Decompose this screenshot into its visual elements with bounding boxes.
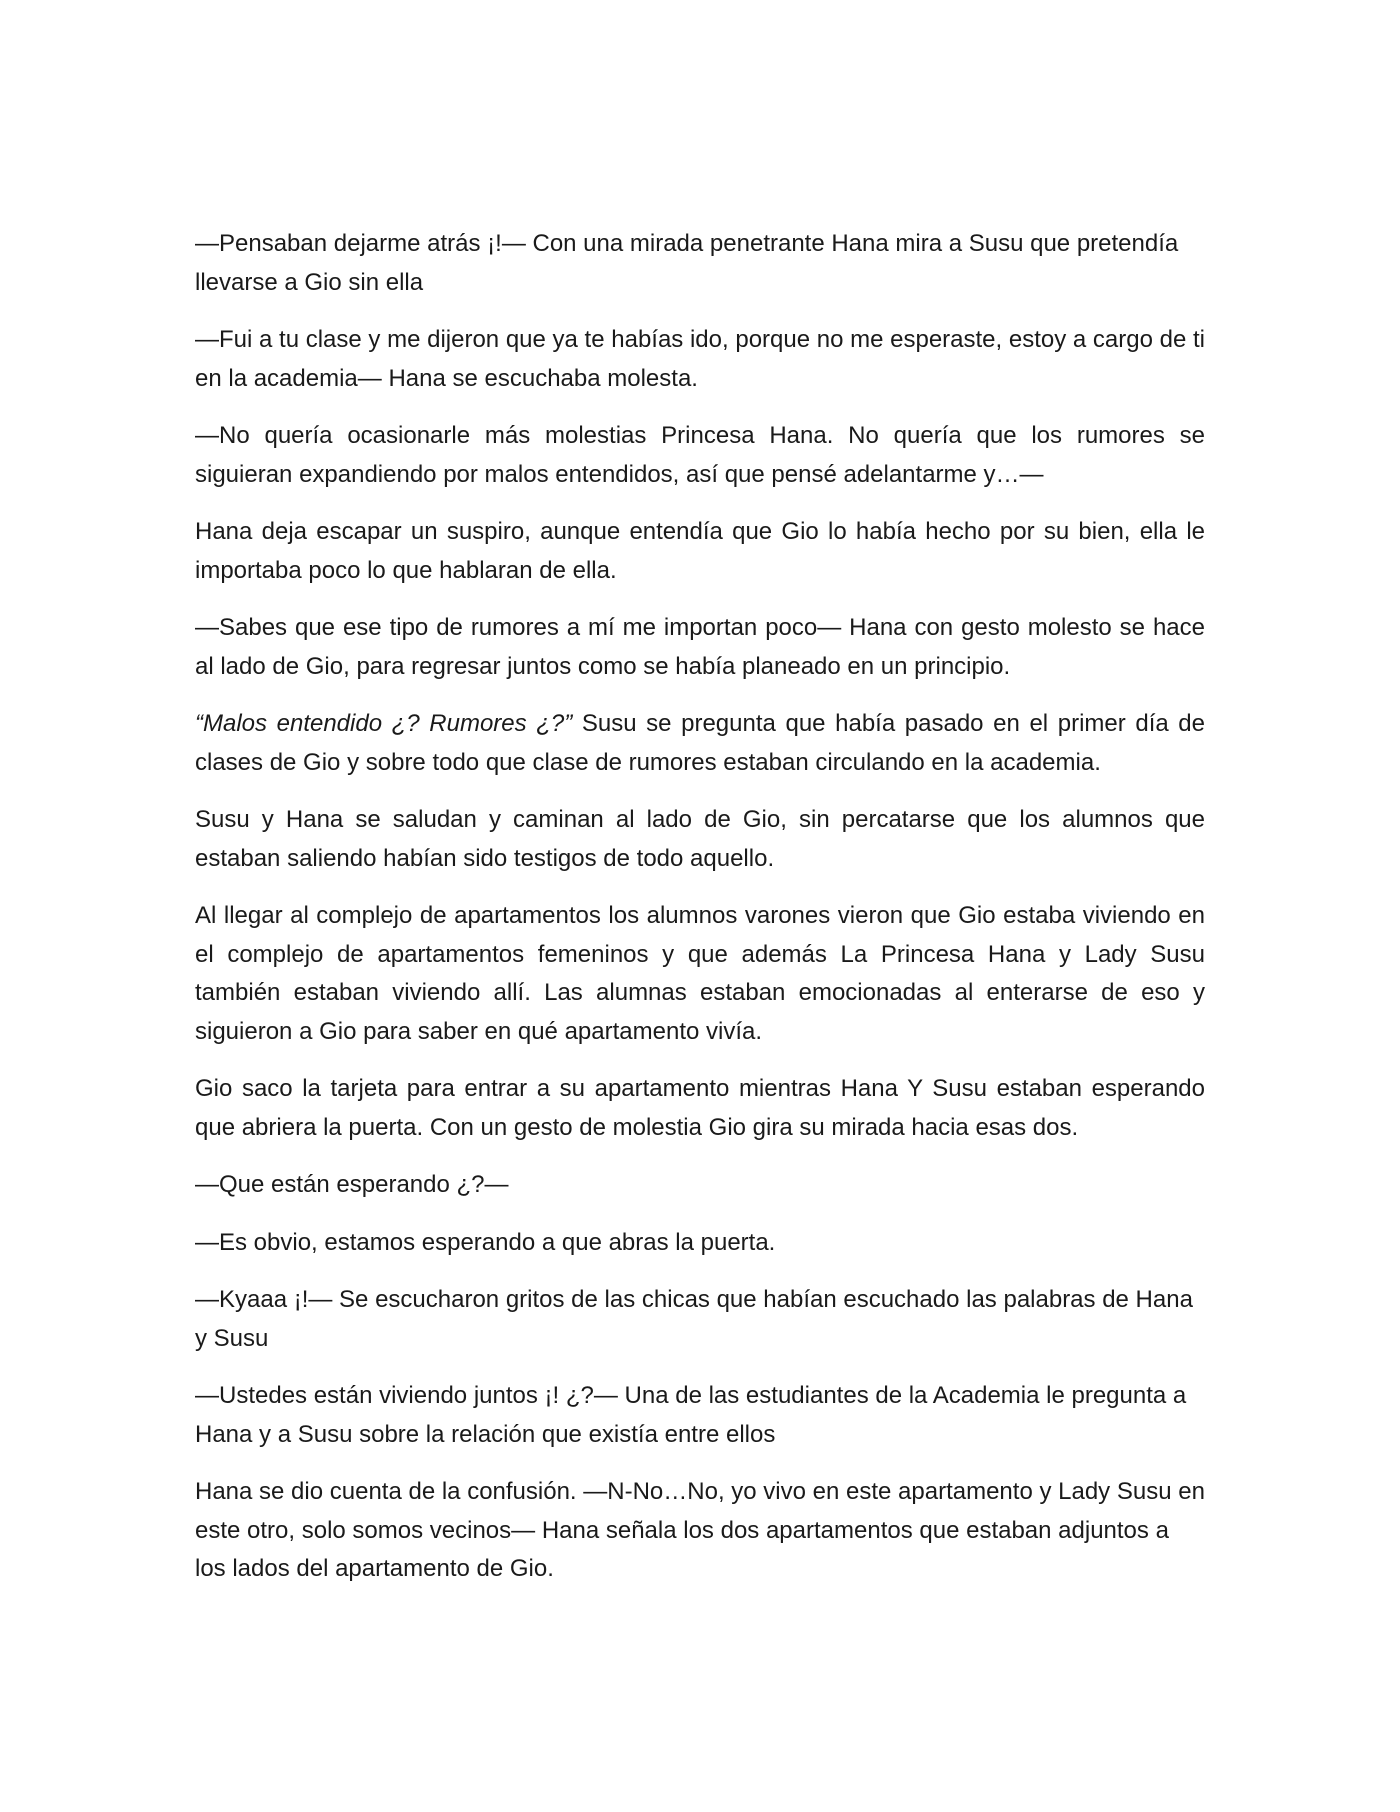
italic-quote: “Malos entendido ¿? Rumores ¿?” — [195, 710, 573, 737]
paragraph-5: —Sabes que ese tipo de rumores a mí me importan poco— Hana con gesto molesto se hace al lado de Gio, para regresar juntos como se había planeado en un principio. — [195, 614, 1205, 680]
paragraph-6 — [195, 705, 1205, 782]
paragraph-8: Al llegar al complejo de apartamentos los alumnos varones vieron que Gio estaba viviendo en el complejo de apartamentos femeninos y que además La Princesa Hana y Lady Susu también estaban viviendo allí. Las alumnas estaban emocionadas al enterarse de eso y siguieron a Gio para saber en qué apartamento vivía. — [195, 902, 1205, 1045]
paragraph-6-rest: Susu se pregunta que había pasado en el primer día de clases de Gio y sobre todo que clase de rumores estaban circulando en la academia. — [195, 710, 1206, 776]
paragraph-10: —Que están esperando ¿?— — [195, 1171, 509, 1198]
paragraph-11: —Es obvio, estamos esperando a que abras la puerta. — [195, 1228, 776, 1256]
paragraph-3: —No quería ocasionarle más molestias Princesa Hana. No quería que los rumores se siguieran expandiendo por malos entendidos, así que pensé adelantarme y…— — [195, 422, 1205, 488]
paragraph-9: Gio saco la tarjeta para entrar a su apartamento mientras Hana Y Susu estaban esperando que abriera la puerta. Con un gesto de molestia Gio gira su mirada hacia esas dos. — [195, 1075, 1205, 1141]
paragraph-2: —Fui a tu clase y me dijeron que ya te habías ido, porque no me esperaste, estoy a cargo de ti en la academia— Hana se escuchaba molesta. — [195, 326, 1205, 392]
paragraph-14: Hana se dio cuenta de la confusión. —N-No…No, yo vivo en este apartamento y Lady Susu en este otro, solo somos vecinos— Hana señala los dos apartamentos que estaban adjuntos a los lados del apartamento de Gio. — [195, 1478, 1205, 1582]
paragraph-1: —Pensaban dejarme atrás ¡!— Con una mirada penetrante Hana mira a Susu que pretendía llevarse a Gio sin ella — [195, 230, 1179, 296]
document-body — [195, 225, 1205, 1608]
paragraph-13: —Ustedes están viviendo juntos ¡! ¿?— Una de las estudiantes de la Academia le pregunta a Hana y a Susu sobre la relación que existía entre ellos — [195, 1382, 1187, 1448]
paragraph-4: Hana deja escapar un suspiro, aunque entendía que Gio lo había hecho por su bien, ella le importaba poco lo que hablaran de ella. — [195, 518, 1205, 584]
paragraph-12: —Kyaaa ¡!— Se escucharon gritos de las chicas que habían escuchado las palabras de Hana y Susu — [195, 1286, 1193, 1352]
paragraph-7: Susu y Hana se saludan y caminan al lado de Gio, sin percatarse que los alumnos que estaban saliendo habían sido testigos de todo aquello. — [195, 806, 1205, 872]
